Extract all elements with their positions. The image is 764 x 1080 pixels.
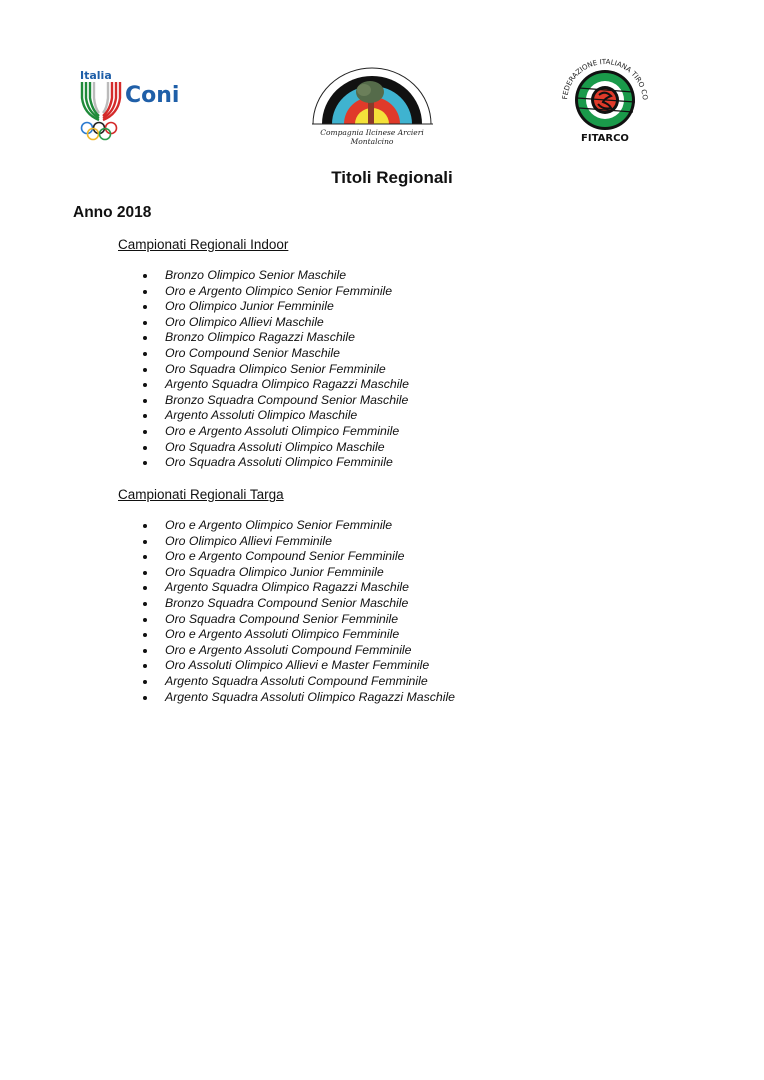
list-item-text: Oro Compound Senior Maschile — [165, 345, 340, 360]
list-item-text: Oro Squadra Olimpico Junior Femminile — [165, 564, 384, 579]
bullet-icon — [143, 602, 147, 606]
bullet-icon — [143, 540, 147, 544]
list-item — [136, 362, 409, 378]
list-item-text: Oro Squadra Compound Senior Femminile — [165, 611, 399, 626]
list-item-text: Oro e Argento Olimpico Senior Femminile — [165, 518, 393, 532]
arcieri-montalcino-logo — [310, 66, 435, 148]
list-item-text: Oro e Argento Compound Senior Femminile — [165, 549, 405, 564]
list-item — [136, 346, 409, 362]
list-item — [136, 612, 455, 628]
list-item-text: Oro Olimpico Allievi Femminile — [165, 533, 332, 548]
targa-titles-list — [136, 518, 455, 705]
list-item — [136, 596, 455, 612]
bullet-icon — [143, 680, 147, 684]
bullet-icon — [143, 321, 147, 325]
list-item — [136, 455, 409, 471]
bullet-icon — [143, 399, 147, 403]
list-item — [136, 690, 455, 706]
list-item-text: Oro Squadra Assoluti Olimpico Femminile — [165, 455, 393, 470]
section-title-targa: Campionati Regionali Targa — [118, 487, 284, 502]
list-item-text: Oro e Argento Assoluti Compound Femminile — [165, 642, 412, 657]
list-item — [136, 534, 455, 550]
list-item-text: Oro Assoluti Olimpico Allievi e Master Femminile — [165, 658, 430, 673]
list-item-text: Argento Squadra Assoluti Compound Femminile — [165, 673, 428, 688]
indoor-titles-list — [136, 268, 409, 471]
bullet-icon — [143, 446, 147, 450]
list-item — [136, 299, 409, 315]
list-item-text: Oro Olimpico Allievi Maschile — [165, 314, 324, 329]
bullet-icon — [143, 274, 147, 278]
page-title: Titoli Regionali — [331, 168, 453, 187]
list-item — [136, 377, 409, 393]
bullet-icon — [143, 290, 147, 294]
list-item — [136, 565, 455, 581]
bullet-icon — [143, 664, 147, 668]
list-item-text: Bronzo Squadra Compound Senior Maschile — [165, 392, 409, 407]
fitarco-target-icon — [575, 70, 635, 130]
section-title-indoor: Campionati Regionali Indoor — [118, 237, 289, 252]
list-item — [136, 315, 409, 331]
coni-text: Coni — [125, 83, 180, 108]
bullet-icon — [143, 461, 147, 465]
bullet-icon — [143, 586, 147, 590]
coni-italia-text: Italia — [80, 69, 112, 82]
list-item — [136, 393, 409, 409]
list-item — [136, 658, 455, 674]
list-item — [136, 580, 455, 596]
bullet-icon — [143, 555, 147, 559]
list-item-text: Oro Squadra Assoluti Olimpico Maschile — [165, 439, 385, 454]
coni-logo — [78, 68, 198, 143]
bullet-icon — [143, 305, 147, 309]
list-item-text: Oro e Argento Olimpico Senior Femminile — [165, 283, 393, 298]
bullet-icon — [143, 430, 147, 434]
olympic-rings-icon — [82, 123, 117, 140]
bullet-icon — [143, 368, 147, 372]
bullet-icon — [143, 618, 147, 622]
list-item-text: Argento Assoluti Olimpico Maschile — [165, 408, 358, 423]
bullet-icon — [143, 414, 147, 418]
bullet-icon — [143, 571, 147, 575]
arcieri-town-text: Montalcino — [350, 137, 394, 146]
fitarco-ring-text: FEDERAZIONE ITALIANA TIRO CO — [561, 57, 650, 101]
list-item — [136, 549, 455, 565]
list-item-text: Argento Squadra Olimpico Ragazzi Maschile — [165, 580, 410, 595]
coni-shield-icon — [80, 82, 122, 121]
fitarco-text: FITARCO — [581, 133, 629, 144]
list-item — [136, 408, 409, 424]
bullet-icon — [143, 352, 147, 356]
arcieri-name-text: Compagnia Ilcinese Arcieri — [320, 128, 424, 137]
list-item-text: Bronzo Squadra Compound Senior Maschile — [165, 595, 409, 610]
list-item-text: Argento Squadra Olimpico Ragazzi Maschile — [165, 377, 410, 392]
list-item — [136, 518, 455, 534]
list-item-text: Oro e Argento Assoluti Olimpico Femminile — [165, 423, 400, 438]
list-item — [136, 440, 409, 456]
list-item — [136, 643, 455, 659]
list-item — [136, 627, 455, 643]
list-item — [136, 424, 409, 440]
bullet-icon — [143, 696, 147, 700]
list-item-text: Argento Squadra Assoluti Olimpico Ragazzi Maschile — [165, 689, 456, 704]
list-item — [136, 268, 409, 284]
list-item — [136, 284, 409, 300]
list-item-text: Oro Squadra Olimpico Senior Femminile — [165, 361, 386, 376]
fitarco-logo — [555, 52, 655, 147]
list-item-text: Bronzo Olimpico Senior Maschile — [165, 268, 347, 282]
list-item-text: Oro Olimpico Junior Femminile — [165, 299, 334, 314]
bullet-icon — [143, 524, 147, 528]
bullet-icon — [143, 336, 147, 340]
year-heading: Anno 2018 — [73, 204, 152, 221]
bullet-icon — [143, 383, 147, 387]
bullet-icon — [143, 649, 147, 653]
list-item — [136, 674, 455, 690]
list-item-text: Oro e Argento Assoluti Olimpico Femminile — [165, 627, 400, 642]
list-item-text: Bronzo Olimpico Ragazzi Maschile — [165, 330, 355, 345]
list-item — [136, 330, 409, 346]
bullet-icon — [143, 633, 147, 637]
